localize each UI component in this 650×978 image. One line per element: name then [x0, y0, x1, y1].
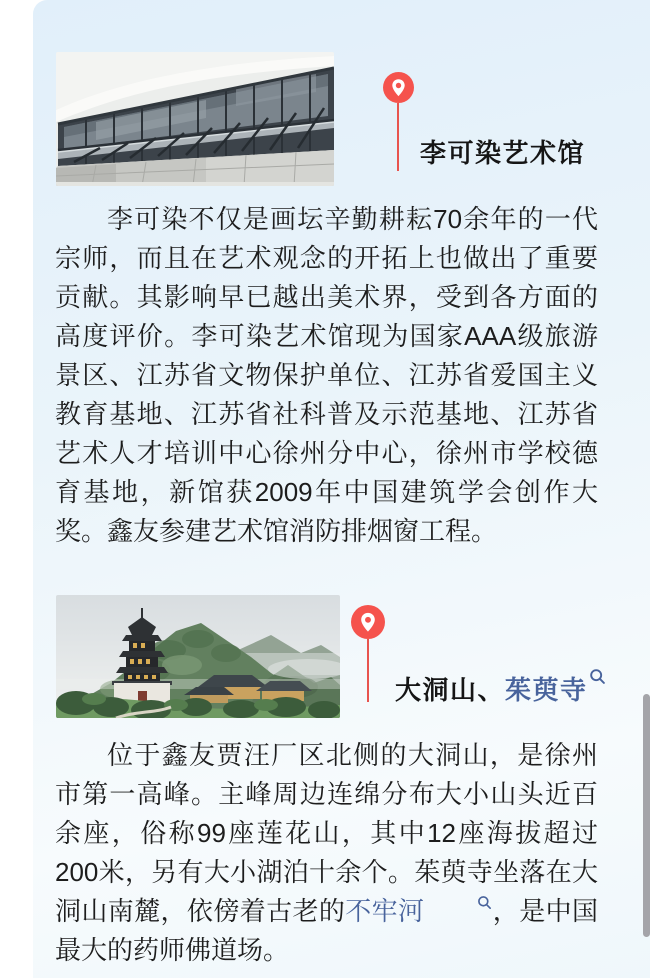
paragraph-text: ，是中国最大的药师佛道场。 — [55, 896, 598, 965]
li-keran-paragraph: 李可染不仅是画坛辛勤耕耘70余年的一代宗师，而且在艺术观念的开拓上也做出了重要贡献。其影响早已越出美术界，受到各方面的高度评价。李可染艺术馆现为国家AAA级旅游景区、江苏省文物保护单位、江苏省爱国主义教育基地、江苏省社科普及示范基地、江苏省艺术人才培训中心徐州分中心，徐州市学校德育基地，新馆获2009年中国建筑学会创作大奖。鑫友参建艺术馆消防排烟窗工程。 — [55, 204, 598, 546]
search-icon[interactable] — [589, 668, 606, 685]
title-plain-text: 大洞山、 — [395, 675, 506, 705]
li-keran-museum-photo[interactable] — [56, 52, 334, 186]
location-pin-icon — [383, 72, 414, 103]
dadongshan-paragraph — [55, 736, 598, 970]
location-pin-icon — [351, 605, 385, 639]
section-title-li-keran: 李可染艺术馆 — [420, 138, 586, 168]
dadong-mountain-photo[interactable] — [56, 595, 340, 718]
bulao-river-link[interactable]: 不牢河 — [345, 896, 425, 926]
pin-stem-line — [397, 103, 399, 171]
paragraph-text: 位于鑫友贾汪厂区北侧的大洞山，是徐州市第一高峰。主峰周边连绵分布大小山头近百余座，俗称99座莲花山，其中12座海拔超过200米，另有大小湖泊十余个。茱萸寺坐落在大洞山南麓，依傍着古老的 — [55, 740, 598, 926]
zhuyu-temple-link[interactable]: 茱萸寺 — [505, 675, 588, 705]
pin-stem-line — [367, 639, 369, 702]
search-icon[interactable] — [425, 895, 492, 910]
section-title-dadongshan — [395, 670, 606, 707]
scrollbar-thumb[interactable] — [643, 694, 650, 937]
